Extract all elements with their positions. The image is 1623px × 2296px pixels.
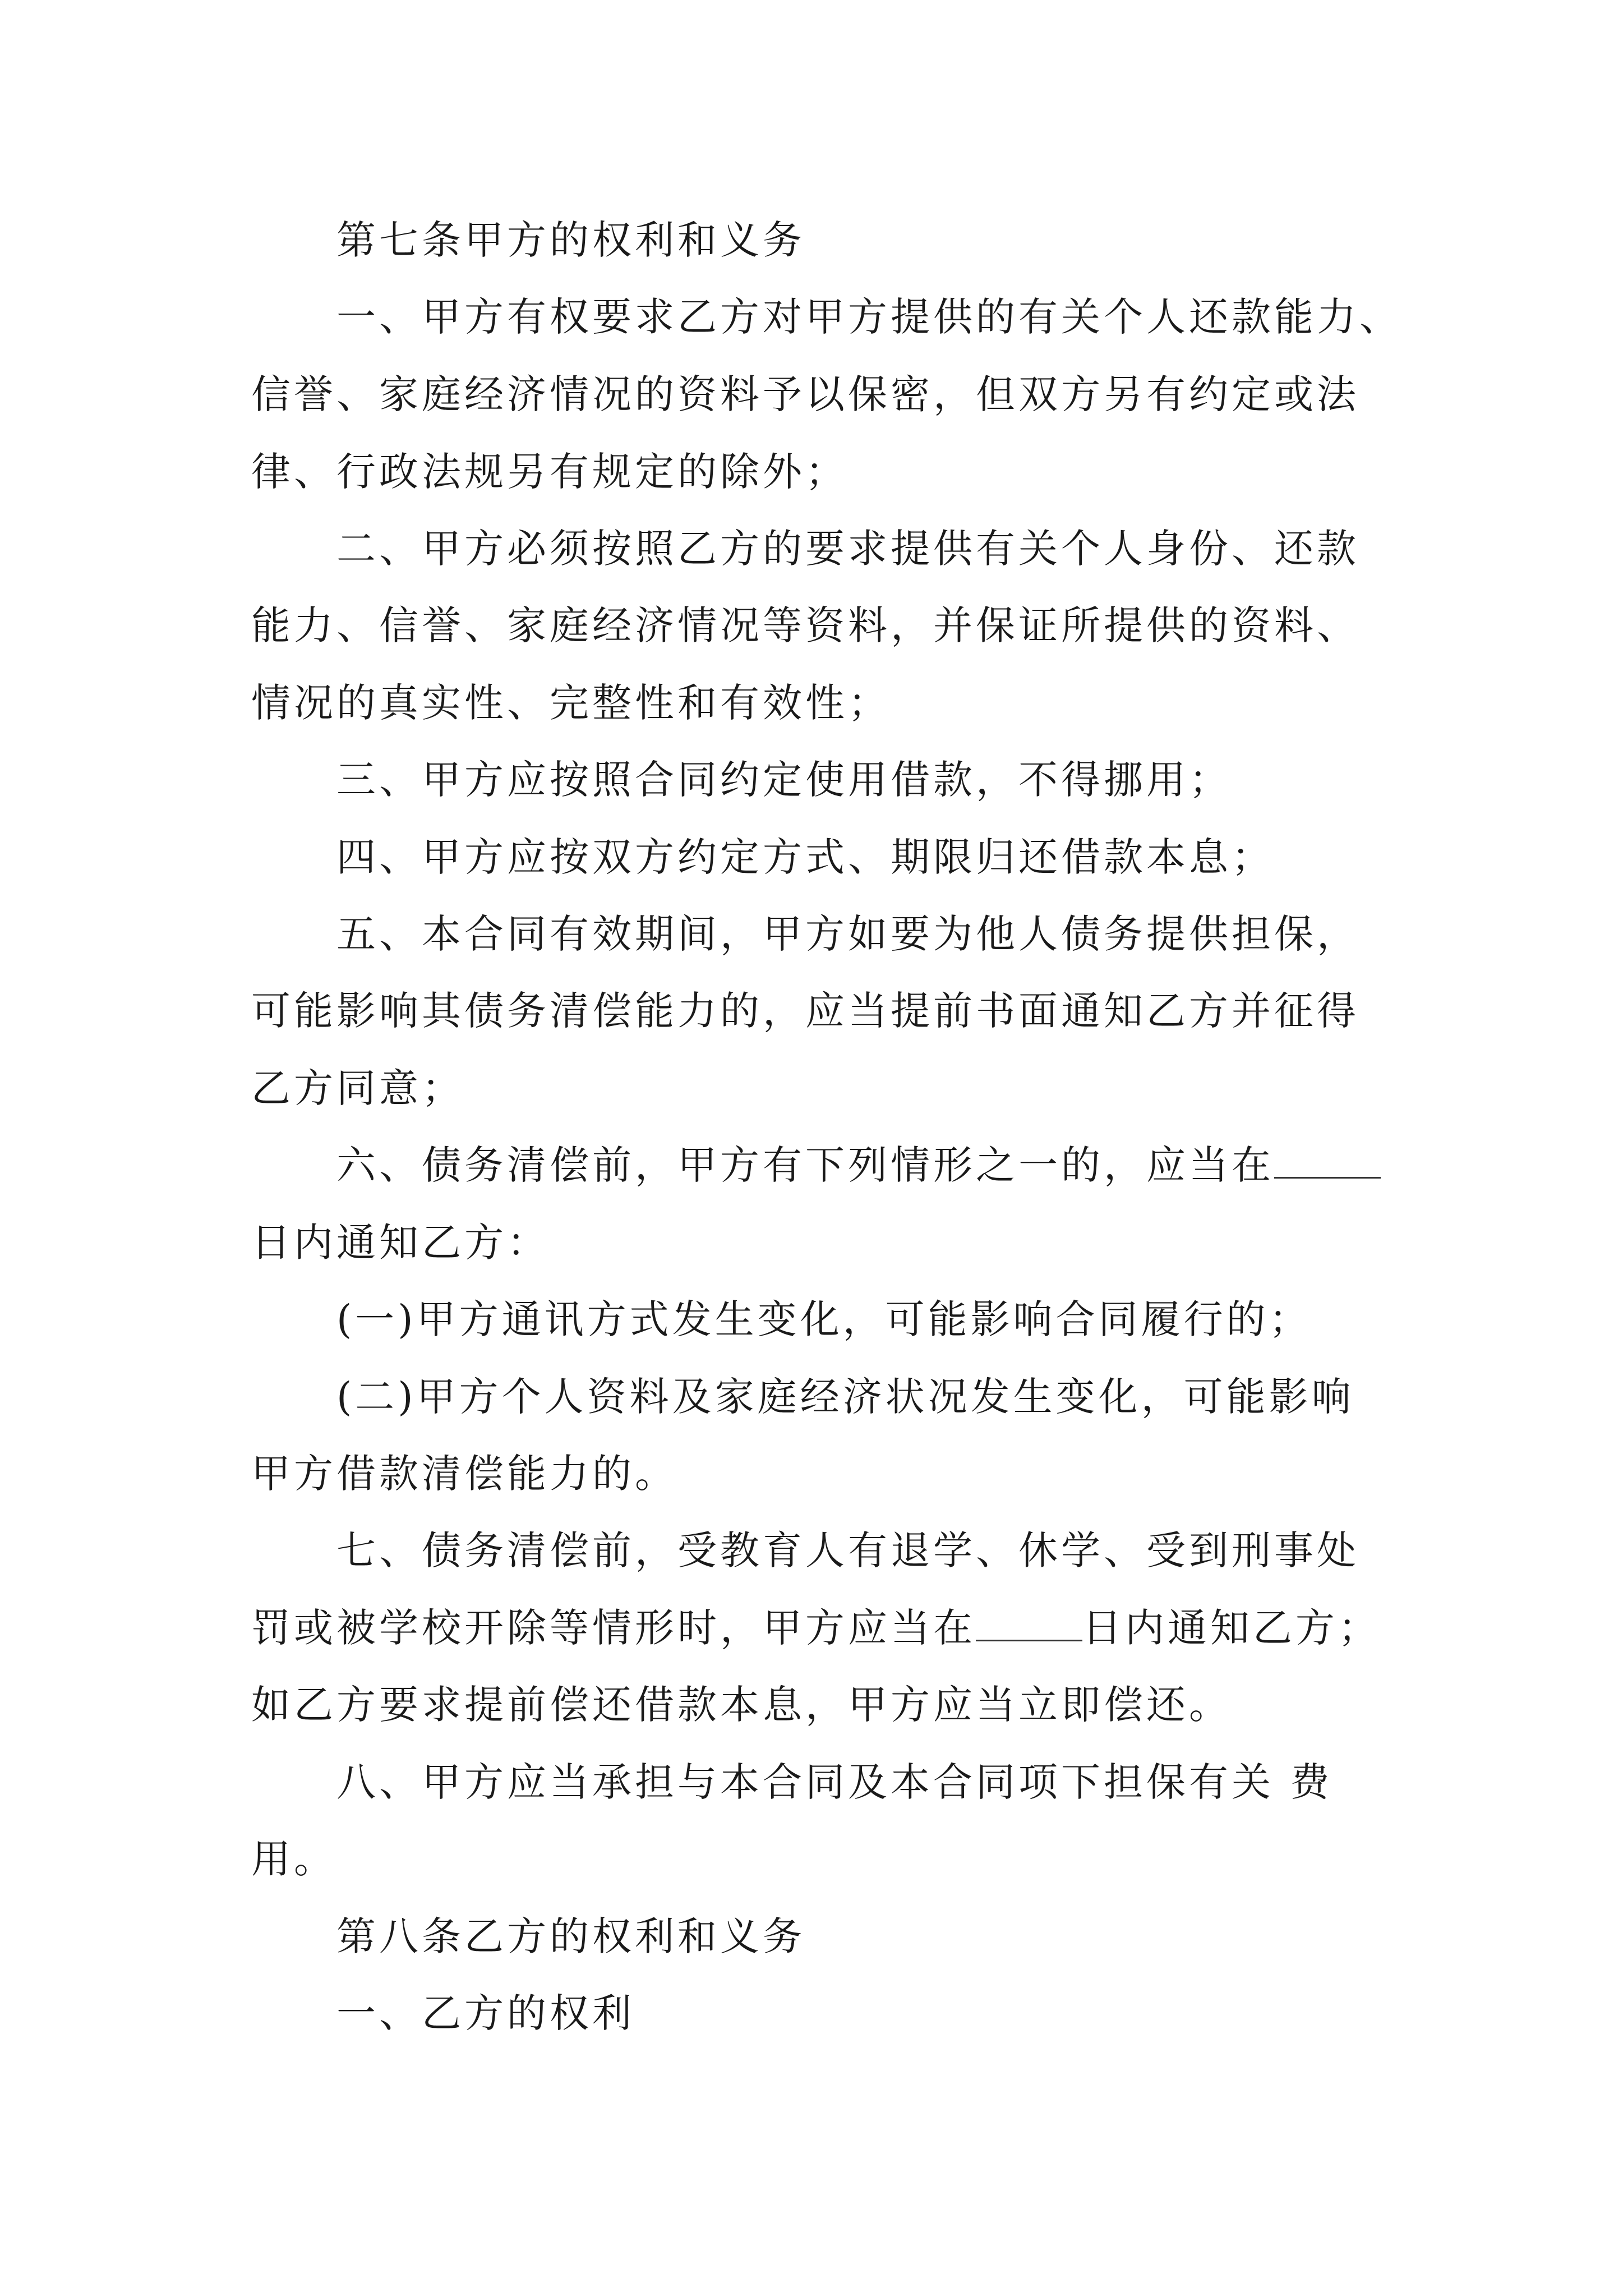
paragraph-line: 如乙方要求提前偿还借款本息，甲方应当立即偿还。	[251, 1682, 1232, 1728]
section-heading: 一、乙方的权利	[336, 1990, 635, 2036]
article-8-heading: 第八条乙方的权利和义务	[336, 1913, 805, 1959]
paragraph-line: (二)甲方个人资料及家庭经济状况发生变化，可能影响	[336, 1374, 1354, 1420]
paragraph-line: 日内通知乙方：	[251, 1220, 550, 1266]
paragraph-line: 五、本合同有效期间，甲方如要为他人债务提供担保，	[336, 911, 1359, 957]
paragraph-line: 律、行政法规另有规定的除外；	[251, 449, 848, 495]
paragraph-line: 甲方借款清偿能力的。	[251, 1451, 677, 1497]
fill-in-blank[interactable]	[976, 1608, 1082, 1641]
paragraph-line: 可能影响其债务清偿能力的，应当提前书面通知乙方并征得	[251, 988, 1359, 1034]
fill-in-blank[interactable]	[1274, 1145, 1381, 1179]
paragraph-text: 罚或被学校开除等情形时，甲方应当在	[251, 1605, 976, 1651]
paragraph-line: 用。	[251, 1836, 336, 1882]
paragraph-line: (一)甲方通讯方式发生变化，可能影响合同履行的；	[336, 1296, 1312, 1342]
paragraph-text: 六、债务清偿前，甲方有下列情形之一的，应当在	[336, 1142, 1274, 1188]
paragraph-line: 能力、信誉、家庭经济情况等资料，并保证所提供的资料、	[251, 602, 1359, 648]
paragraph-line: 信誉、家庭经济情况的资料予以保密，但双方另有约定或法	[251, 371, 1359, 417]
paragraph-text: 日内通知乙方；	[1082, 1605, 1381, 1651]
paragraph-line: 四、甲方应按双方约定方式、期限归还借款本息；	[336, 834, 1274, 880]
paragraph-line: 乙方同意；	[251, 1065, 464, 1111]
paragraph-line: 情况的真实性、完整性和有效性；	[251, 680, 891, 726]
paragraph-line-with-blank	[336, 1142, 1381, 1188]
article-7-heading: 第七条甲方的权利和义务	[336, 217, 805, 263]
paragraph-line-with-blank	[251, 1605, 1381, 1651]
paragraph-line: 一、甲方有权要求乙方对甲方提供的有关个人还款能力、	[336, 294, 1402, 340]
paragraph-line: 三、甲方应按照合同约定使用借款，不得挪用；	[336, 757, 1232, 803]
paragraph-line: 二、甲方必须按照乙方的要求提供有关个人身份、还款	[336, 526, 1359, 572]
paragraph-line: 七、债务清偿前，受教育人有退学、休学、受到刑事处	[336, 1527, 1359, 1573]
paragraph-line: 八、甲方应当承担与本合同及本合同项下担保有关 费	[336, 1759, 1333, 1805]
